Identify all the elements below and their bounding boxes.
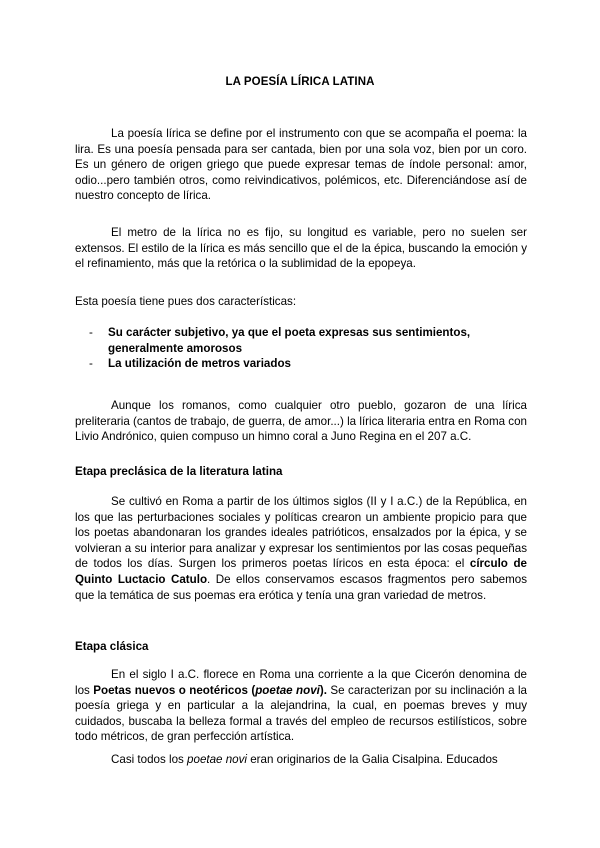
clasica-text-b: Se caracterizan por su inclinación a la poesía griega y en particular a la alejandrina, la cual, en poemas breves y muy cuidados, buscaba la belleza formal a través del empleo de recursos estilísticos, sobre todo métricos, de gran perfección artística. [75,683,527,744]
preclasica-text-b: . De ellos conservamos escasos fragmentos pero sabemos que la temática de sus poemas era erótica y tenía una gran variedad de metros. [75,572,528,602]
list-item [89,325,529,356]
list-item [89,356,529,372]
intro-paragraph-2 [75,225,527,272]
preclasica-paragraph [75,494,527,603]
romanos-paragraph-text: Aunque los romanos, como cualquier otro pueblo, gozaron de una lírica preliteraria (cantos de trabajo, de guerra, de amor...) la lírica literaria entra en Roma con Livio Andrónico, quien compuso un himno coral a Juno Regina en el 207 a.C. [75,399,527,444]
intro-paragraph-2-text: El metro de la lírica no es fijo, su longitud es variable, pero no suelen ser extensos. El estilo de la lírica es más sencillo que el de la épica, buscando la emoción y el refinamiento, más que la retórica o la sublimidad de la epopeya. [75,226,527,271]
intro-paragraph-1-text: La poesía lírica se define por el instrumento con que se acompaña el poema: la lira. Es una poesía pensada para ser cantada, bien por una sola voz, bien por un coro. Es un género de origen griego que puede expresar temas de índole personal: amor, odio...pero también otros, como reivindicativos, polémicos, etc. Diferenciándose así de nuestro concepto de lírica. [75,127,527,203]
list-dash: - [89,357,93,371]
intro-paragraph-1 [75,126,527,204]
poetas-nuevos-bold: Poetas nuevos o neotéricos ( [93,683,256,697]
list-item-text: Su carácter subjetivo, ya que el poeta expresas sus sentimientos, generalmente amorosos [108,326,471,355]
clasica-p2-text-a: Casi todos los [111,753,188,766]
preclasica-text-a: Se cultivó en Roma a partir de los últimos siglos (II y I a.C.) de la República, en los que las perturbaciones sociales y políticas crearon un ambiente propicio para que los poetas abandonaran los grandes ideales patrióticos, ensalzados por la épica, y se volvieran a su interior para analizar y expresar los sentimientos por las cosas pequeñas de todos los días. Surgen los primeros poetas líricos en esta época: el [75,495,527,571]
poetae-novi-bold-italic: poetae novi [255,683,320,697]
preclasica-heading: Etapa preclásica de la literatura latina [75,465,283,478]
clasica-paragraph-2 [75,752,527,768]
list-item-text: La utilización de metros variados [108,357,291,371]
catulo-circle-bold: círculo de Quinto Luctacio Catulo [75,557,528,586]
intro-paragraph-3 [75,294,527,310]
characteristics-list [89,325,529,372]
romanos-paragraph [75,398,527,445]
document-title: LA POESÍA LÍRICA LATINA [225,76,375,88]
poetae-novi-italic: poetae novi [187,753,247,766]
clasica-p2-text-b: eran originarios de la Galia Cisalpina. Educados [247,753,498,766]
clasica-text-a: En el siglo I a.C. florece en Roma una corriente a la que Cicerón denomina de los [75,668,527,697]
clasica-paragraph-1 [75,667,527,745]
clasica-heading: Etapa clásica [75,640,149,653]
intro-paragraph-3-text: Esta poesía tiene pues dos características: [75,295,297,308]
poetas-nuevos-bold-close: ). [319,683,327,697]
list-dash: - [89,326,93,339]
